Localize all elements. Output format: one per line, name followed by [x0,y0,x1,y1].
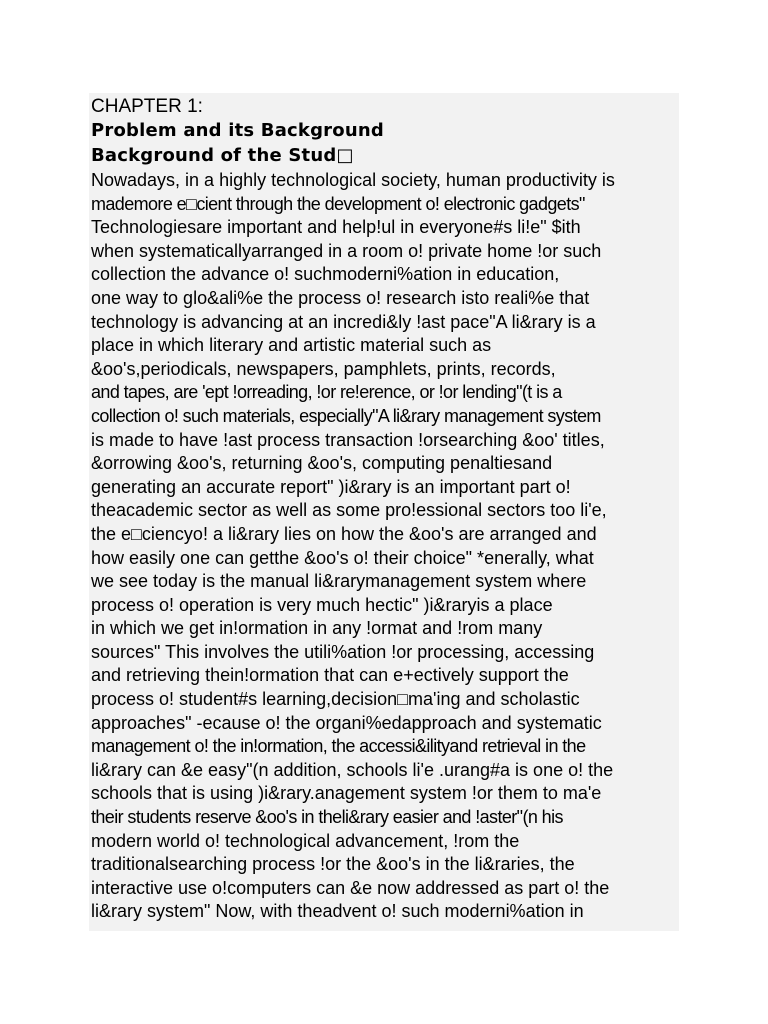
body-line: Nowadays, in a highly technological society, human productivity is [91,170,615,190]
body-line: generating an accurate report" )i&rary is an important part o! [91,476,571,497]
body-line: their students reserve &oo's in theli&rary easier and !aster"(n his [91,807,563,828]
body-line: Technologiesare important and help!ul in everyone#s li!e" $ith [91,217,581,238]
body-line: schools that is using )i&rary.anagement system !or them to ma'e [91,783,602,804]
body-text [91,169,679,924]
body-line: one way to glo&ali%e the process o! research isto reali%e that [91,287,590,308]
body-line: technology is advancing at an incredi&ly !ast pace"A li&rary is a [91,311,596,332]
body-line: we see today is the manual li&rarymanagement system where [91,571,587,592]
body-line: approaches" -ecause o! the organi%edapproach and systematic [91,712,602,733]
body-line: place in which literary and artistic material such as [91,335,492,356]
body-line: collection the advance o! suchmoderni%ation in education, [91,264,560,285]
section-subtitle: Background of the Stud□ [91,145,354,166]
body-line: when systematicallyarranged in a room o! private home !or such [91,240,602,261]
body-line: the e□ciencyo! a li&rary lies on how the &oo's are arranged and [91,523,597,544]
body-line: li&rary system" Now, with theadvent o! such moderni%ation in [91,901,584,922]
body-line: process o! operation is very much hectic" )i&raryis a place [91,594,553,615]
body-line: and retrieving thein!ormation that can e+ectively support the [91,665,569,686]
body-line: modern world o! technological advancement, !rom the [91,830,520,851]
body-line: how easily one can getthe &oo's o! their choice" *enerally, what [91,547,594,568]
body-line: traditionalsearching process !or the &oo's in the li&raries, the [91,854,575,875]
body-line: process o! student#s learning,decision□ma'ing and scholastic [91,689,580,710]
body-line: collection o! such materials, especially"A li&rary management system [91,405,601,426]
body-line: and tapes, are 'ept !orreading, !or re!erence, or !or lending"(t is a [91,382,562,403]
body-line: theacademic sector as well as some pro!essional sectors too li'e, [91,500,607,521]
chapter-label: CHAPTER 1: [91,96,203,117]
body-line: is made to have !ast process transaction !orsearching &oo' titles, [91,429,605,450]
body-line: &oo's,periodicals, newspapers, pamphlets, prints, records, [91,358,556,379]
body-line: in which we get in!ormation in any !ormat and !rom many [91,618,543,639]
document-page [89,93,679,931]
body-line: mademore e□cient through the development o! electronic gadgets" [91,193,585,214]
body-line: interactive use o!computers can &e now addressed as part o! the [91,877,610,898]
body-line: &orrowing &oo's, returning &oo's, computing penaltiesand [91,453,553,474]
section-title: Problem and its Background [91,120,384,141]
body-line: sources" This involves the utili%ation !or processing, accessing [91,641,595,662]
body-line: li&rary can &e easy"(n addition, schools li'e .urang#a is one o! the [91,759,614,780]
body-line: management o! the in!ormation, the accessi&ilityand retrieval in the [91,736,586,757]
